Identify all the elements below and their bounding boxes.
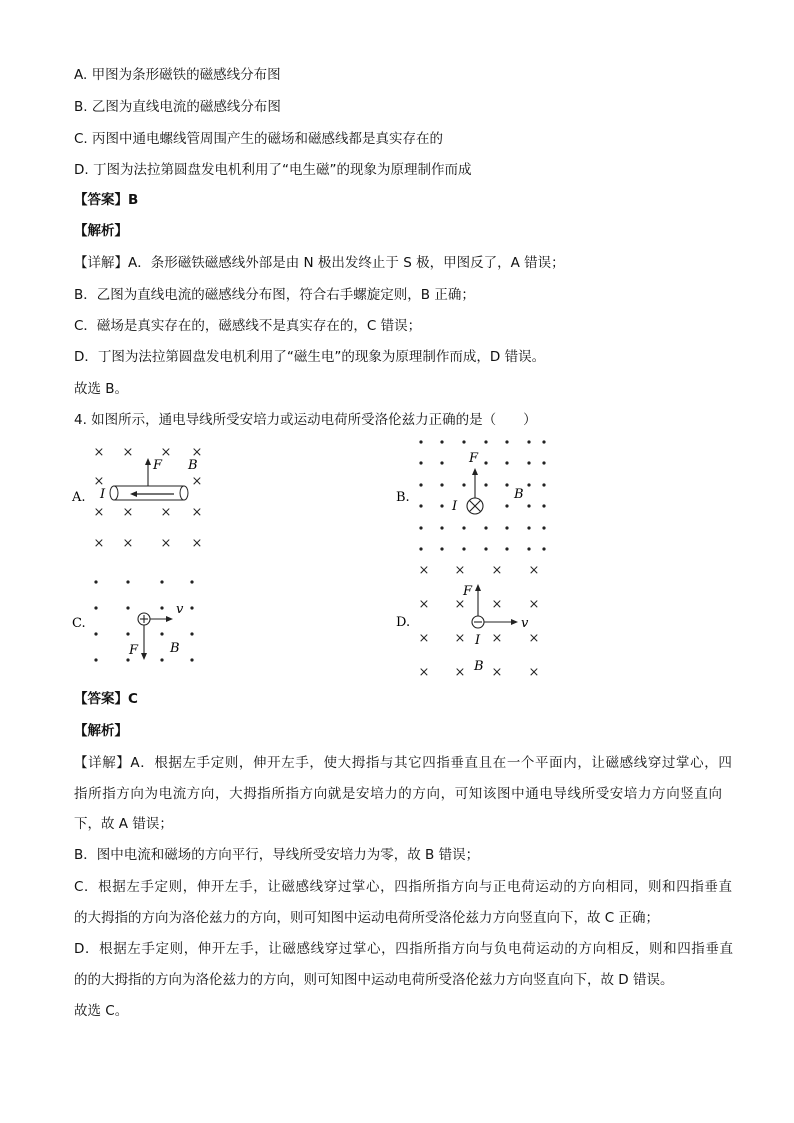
field-dot [419,547,422,550]
field-dot [527,547,530,550]
field-dot [440,483,443,486]
cross-mark: × [191,536,203,551]
field-dot [505,483,508,486]
field-dot [94,658,97,661]
option-d: D. 丁图为法拉第圆盘发电机利用了“电生磁”的现象为原理制作而成 [74,162,472,178]
field-dot [419,504,422,507]
field-dot [462,483,465,486]
field-dot [505,526,508,529]
q4-answer: 【答案】C [74,691,138,707]
cross-mark: × [491,631,503,646]
cross-mark: × [93,445,105,460]
q4-detail-c-line1: C．根据左手定则，伸开左手，让磁感线穿过掌心，四指所指方向与正电荷运动的方向相同，则和四指垂直 [74,879,733,895]
q3-detail-a: 【详解】A．条形磁铁磁感线外部是由 N 极出发终止于 S 极，甲图反了，A 错误； [74,255,565,271]
conductor-rod [110,486,188,500]
field-dot [160,632,163,635]
cross-mark: × [454,563,466,578]
field-dot [542,483,545,486]
force-arrow [141,625,147,660]
field-dot [527,504,530,507]
cross-mark: × [418,631,430,646]
field-dot [160,658,163,661]
field-dot [462,440,465,443]
cross-mark: × [160,505,172,520]
field-dot [126,606,129,609]
field-dot [126,658,129,661]
figure-a [70,438,220,558]
figure-d [394,558,554,682]
cross-mark: × [528,563,540,578]
velocity-arrow [150,616,173,622]
field-dot [484,440,487,443]
field-dot [484,547,487,550]
field-dot [440,547,443,550]
field-dot [462,547,465,550]
field-dot [126,580,129,583]
field-dot [419,483,422,486]
field-dot [542,461,545,464]
cross-mark: × [191,474,203,489]
field-dot [527,526,530,529]
field-dot [440,440,443,443]
field-dot [126,632,129,635]
cross-mark: × [418,665,430,680]
cross-mark: × [454,597,466,612]
field-dot [527,483,530,486]
field-dot [505,440,508,443]
q3-answer: 【答案】B [74,192,139,208]
cross-mark: × [93,536,105,551]
q3-conclusion: 故选 B。 [74,381,129,397]
force-label: F [153,458,163,473]
option-c: C. 丙图中通电螺线管周围产生的磁场和磁感线都是真实存在的 [74,131,444,147]
force-label: F [463,584,473,599]
cross-mark: × [93,505,105,520]
q3-detail-d: D．丁图为法拉第圆盘发电机利用了“磁生电”的现象为原理制作而成，D 错误。 [74,349,546,365]
field-label: B [170,641,180,656]
q4-detail-b: B．图中电流和磁场的方向平行，导线所受安培力为零，故 B 错误； [74,847,480,863]
cross-mark: × [160,536,172,551]
velocity-arrow [484,619,518,625]
field-dot [505,461,508,464]
current-label: I [452,499,458,514]
field-dot [190,632,193,635]
q4-detail-d-line1: D．根据左手定则，伸开左手，让磁感线穿过掌心，四指所指方向与负电荷运动的方向相反，则和四指垂直 [74,941,734,957]
field-dot [160,606,163,609]
field-dot [527,440,530,443]
cross-mark: × [418,563,430,578]
field-label: B [474,659,484,674]
cross-mark: × [454,631,466,646]
figure-b [394,436,554,558]
force-label: F [129,643,139,658]
field-dot [419,461,422,464]
figure-d-label: D. [396,615,411,630]
current-label: I [475,633,481,648]
cross-mark: × [454,665,466,680]
q4-detail-a-line3: 下，故 A 错误； [74,816,173,832]
field-dot [527,461,530,464]
field-dot [484,483,487,486]
current-label: I [100,487,106,502]
velocity-label: v [176,602,184,617]
figure-c-label: C. [72,616,86,631]
q4-detail-a-line1: 【详解】A．根据左手定则，伸开左手，使大拇指与其它四指垂直且在一个平面内，让磁感线穿过掌心，四 [74,755,733,771]
q3-analysis-heading: 【解析】 [74,223,128,239]
q3-detail-c: C．磁场是真实存在的，磁感线不是真实存在的，C 错误； [74,318,422,334]
cross-mark: × [528,597,540,612]
field-dot [190,606,193,609]
field-dot [542,504,545,507]
field-dots [419,440,545,550]
cross-mark: × [122,536,134,551]
cross-mark: × [491,665,503,680]
field-dot [484,526,487,529]
force-arrow [472,468,478,498]
field-dot [542,526,545,529]
field-dot [190,580,193,583]
cross-mark: × [160,445,172,460]
option-b: B. 乙图为直线电流的磁感线分布图 [74,99,281,115]
field-dot [190,658,193,661]
q4-stem: 4. 如图所示，通电导线所受安培力或运动电荷所受洛伦兹力正确的是（ ） [74,412,537,428]
field-dot [505,504,508,507]
figure-a-label: A. [72,490,86,505]
velocity-label: v [521,616,529,631]
field-dot [94,580,97,583]
cross-mark: × [122,445,134,460]
figure-c [70,572,220,672]
cross-mark: × [491,563,503,578]
field-label: B [188,458,198,473]
field-dot [440,461,443,464]
field-dot [484,461,487,464]
field-dot [505,547,508,550]
cross-mark: × [93,474,105,489]
force-arrow [475,584,481,616]
field-dot [542,440,545,443]
field-dot [542,547,545,550]
q4-analysis-heading: 【解析】 [74,723,128,739]
cross-mark: × [191,445,203,460]
cross-mark: × [191,505,203,520]
field-dot [94,606,97,609]
q4-detail-a-line2: 指所指方向为电流方向，大拇指所指方向就是安培力的方向，可知该图中通电导线所受安培力方向竖直向 [74,786,723,802]
q4-detail-c-line2: 的大拇指的方向为洛伦兹力的方向，则可知图中运动电荷所受洛伦兹力方向竖直向下，故 C 正确； [74,910,660,926]
cross-mark: × [528,665,540,680]
field-label: B [514,487,524,502]
cross-mark: × [528,631,540,646]
field-dot [462,526,465,529]
force-arrow [145,458,151,486]
option-a: A. 甲图为条形磁铁的磁感线分布图 [74,67,281,83]
cross-mark: × [491,597,503,612]
field-dot [419,526,422,529]
force-label: F [469,451,479,466]
q4-detail-d-line2: 的的大拇指的方向为洛伦兹力的方向，则可知图中运动电荷所受洛伦兹力方向竖直向下，故 D 错误。 [74,972,674,988]
cross-mark: × [122,505,134,520]
field-dot [440,504,443,507]
q3-detail-b: B．乙图为直线电流的磁感线分布图，符合右手螺旋定则，B 正确； [74,287,475,303]
figure-b-label: B. [396,490,410,505]
q4-conclusion: 故选 C。 [74,1003,129,1019]
field-dot [160,580,163,583]
field-dot [440,526,443,529]
field-dot [94,632,97,635]
cross-mark: × [418,597,430,612]
field-dot [419,440,422,443]
